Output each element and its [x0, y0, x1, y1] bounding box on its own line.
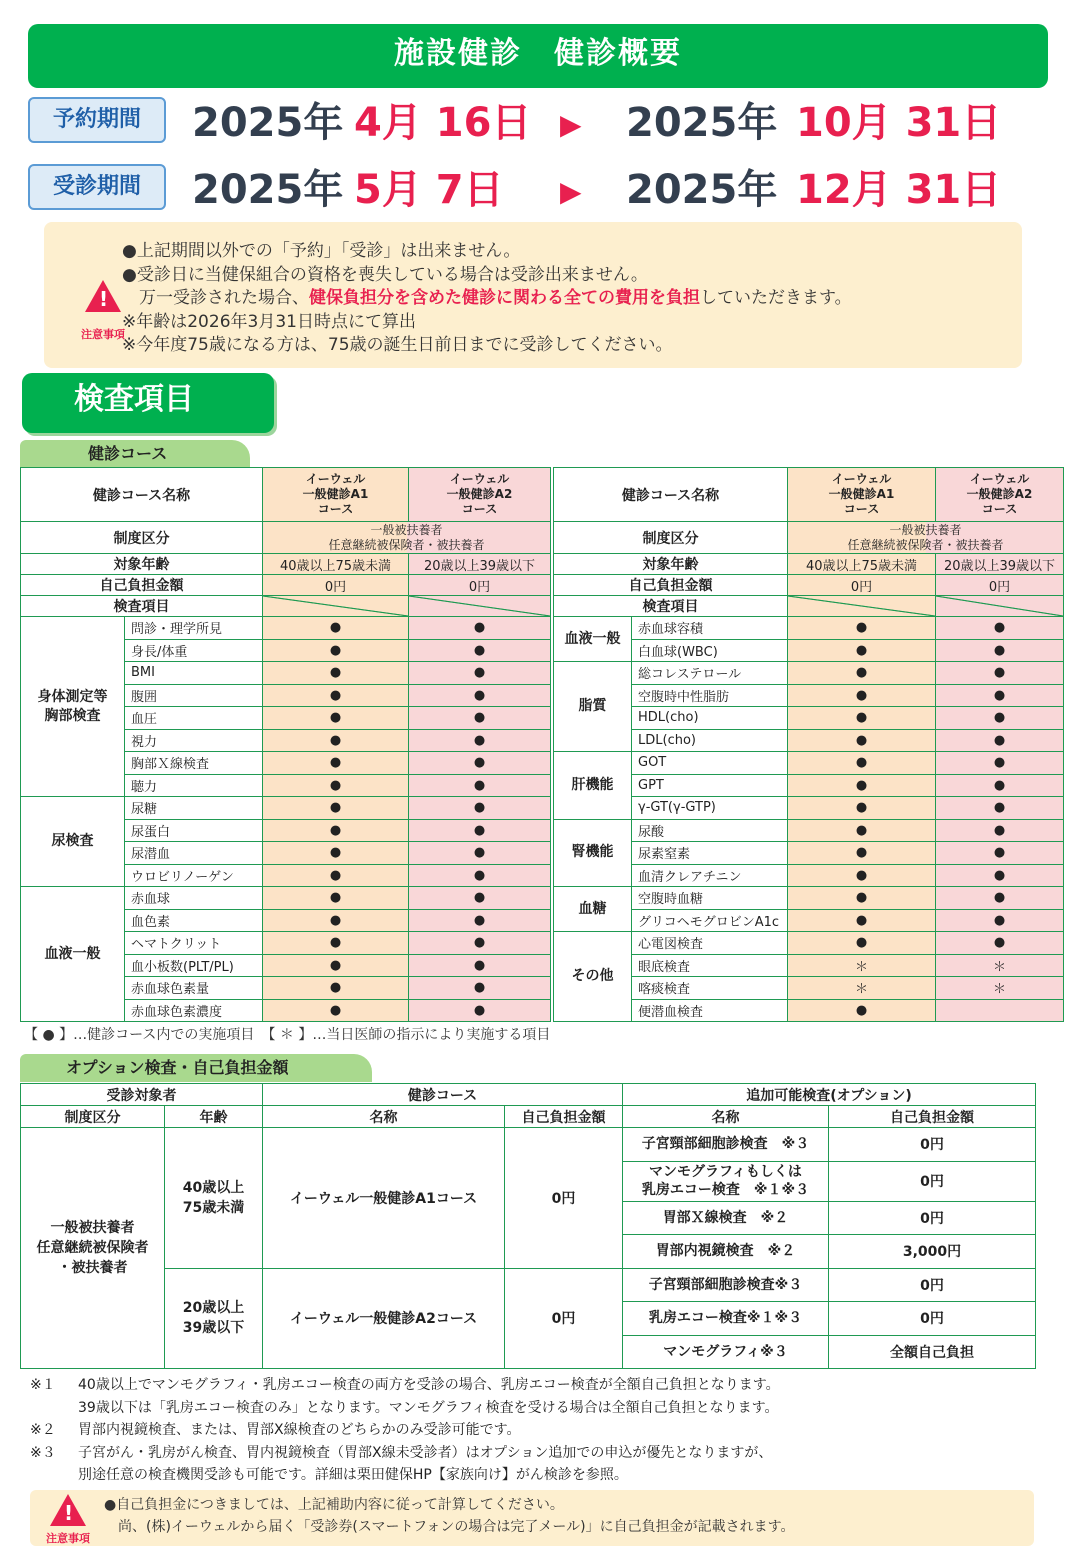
mark-a2: ● [936, 662, 1064, 685]
item-name: HDL(cho) [632, 707, 788, 730]
course-fee: 0円 [505, 1128, 623, 1269]
footnotes [30, 1374, 780, 1487]
mark-a2: ● [409, 909, 551, 932]
mark-a2: ● [936, 684, 1064, 707]
item-name: 尿蛋白 [125, 819, 263, 842]
category-cell: 脂質 [554, 662, 632, 752]
mark-a1: ● [788, 932, 936, 955]
category-cell: その他 [554, 932, 632, 1022]
mark-a2: ● [936, 887, 1064, 910]
table-row [21, 887, 551, 910]
item-name: BMI [125, 662, 263, 685]
mark-a2: ● [409, 819, 551, 842]
table-cell: 0円 [263, 575, 409, 596]
section-title: 検査項目 [22, 373, 274, 433]
item-name: 眼底検査 [632, 954, 788, 977]
item-name: グリコヘモグロビンA1c [632, 909, 788, 932]
mark-a1: ● [263, 684, 409, 707]
item-name: 血小板数(PLT/PL) [125, 954, 263, 977]
footnote-line: ※１ 40歳以上でマンモグラフィ・乳房エコー検査の両方を受診の場合、乳房エコー検査が全額自己負担となります。 [30, 1377, 780, 1393]
mark-a1: ● [788, 639, 936, 662]
item-name: 尿酸 [632, 819, 788, 842]
course-name: イーウェル一般健診A2コース [263, 1268, 505, 1369]
mark-a1: ● [263, 617, 409, 640]
notice-line: ※年齢は2026年3月31日時点にて算出 [122, 311, 416, 332]
mark-a1: ● [788, 684, 936, 707]
mark-a1: ● [263, 954, 409, 977]
warning-icon: ! 注意事項 [36, 1494, 100, 1546]
table-cell: 対象年齢 [554, 554, 788, 575]
notice-line: 万一受診された場合、健保負担分を含めた健診に関わる全ての費用を負担していただきます。 [122, 288, 852, 308]
item-name: ウロビリノーゲン [125, 864, 263, 887]
table-cell: 自己負担金額 [829, 1106, 1036, 1128]
mark-a1: ＊ [788, 977, 936, 1000]
course-table-right [553, 467, 1064, 1022]
mark-a2: ＊ [936, 977, 1064, 1000]
age-cell: 20歳以上 39歳以下 [165, 1268, 263, 1369]
mark-a2: ● [409, 977, 551, 1000]
mark-a2: ● [936, 729, 1064, 752]
table-cell: 名称 [263, 1106, 505, 1128]
mark-a2: ● [409, 617, 551, 640]
option-fee: 0円 [829, 1128, 1036, 1162]
option-tab: オプション検査・自己負担金額 [20, 1054, 372, 1082]
col-header: 健診コース名称 [21, 468, 263, 522]
table-cell: 20歳以上39歳以下 [936, 554, 1064, 575]
item-name: 便潜血検査 [632, 999, 788, 1022]
table-cell: 検査項目 [554, 596, 788, 617]
mark-a1: ● [263, 887, 409, 910]
mark-a2: ● [409, 707, 551, 730]
footnote-line: 別途任意の検査機関受診も可能です。詳細は栗田健保HP【家族向け】がん検診を参照。 [78, 1467, 628, 1483]
notice-line: ●自己負担金につきましては、上記補助内容に従って計算してください。 [104, 1497, 564, 1513]
mark-a2: ● [409, 752, 551, 775]
table-row [554, 752, 1064, 775]
mark-a2: ● [409, 639, 551, 662]
mark-a1: ● [788, 887, 936, 910]
table-cell: 制度区分 [21, 1106, 165, 1128]
table-cell: 一般被扶養者 任意継続被保険者・被扶養者 [788, 522, 1064, 554]
mark-a1: ● [788, 617, 936, 640]
item-name: 赤血球色素量 [125, 977, 263, 1000]
mark-a1: ● [263, 729, 409, 752]
reservation-period: 2025年 4月 16日 ▶ 2025年 10月 31日 [192, 100, 1002, 146]
mark-a1: ● [263, 752, 409, 775]
option-name: マンモグラフィ※３ [623, 1335, 829, 1369]
mark-a1: ● [263, 932, 409, 955]
mark-a1: ● [263, 842, 409, 865]
item-name: 尿素窒素 [632, 842, 788, 865]
mark-a1: ● [788, 662, 936, 685]
table-cell: 追加可能検査(オプション) [623, 1084, 1036, 1106]
mark-a1: ● [788, 842, 936, 865]
category-cell: 身体測定等 胸部検査 [21, 617, 125, 797]
option-name: 子宮頸部細胞診検査 ※３ [623, 1128, 829, 1162]
age-cell: 40歳以上 75歳未満 [165, 1128, 263, 1269]
table-row [21, 468, 551, 522]
item-name: 聴力 [125, 774, 263, 797]
item-name: 視力 [125, 729, 263, 752]
table-row [554, 662, 1064, 685]
item-name: 白血球(WBC) [632, 639, 788, 662]
category-cell: 尿検査 [21, 797, 125, 887]
option-fee: 0円 [829, 1302, 1036, 1336]
mark-a2: ● [409, 999, 551, 1022]
table-cell [788, 596, 936, 617]
mark-a1: ● [788, 819, 936, 842]
item-name: GOT [632, 752, 788, 775]
item-name: 赤血球色素濃度 [125, 999, 263, 1022]
item-name: 血清クレアチニン [632, 864, 788, 887]
mark-a2: ● [409, 684, 551, 707]
mark-a2: ● [409, 729, 551, 752]
mark-a1: ● [788, 999, 936, 1022]
reservation-period-tag: 予約期間 [28, 97, 166, 143]
footnote-line: ※３ 子宮がん・乳房がん検査、胃内視鏡検査（胃部X線未受診者）はオプション追加での申込が優先となりますが、 [30, 1444, 773, 1461]
item-name: GPT [632, 774, 788, 797]
item-name: 尿糖 [125, 797, 263, 820]
legend: 【 ● 】…健診コース内での実施項目 【 ＊ 】…当日医師の指示により実施する項目 [24, 1027, 551, 1043]
mark-a2: ● [936, 774, 1064, 797]
category-cell: 腎機能 [554, 819, 632, 887]
mark-a2: ● [936, 909, 1064, 932]
mark-a2: ● [936, 932, 1064, 955]
mark-a2: ● [409, 842, 551, 865]
item-name: LDL(cho) [632, 729, 788, 752]
item-name: γ-GT(γ-GTP) [632, 797, 788, 820]
footnote-line: ※２ 胃部内視鏡検査、または、胃部X線検査のどちらかのみ受診可能です。 [30, 1422, 521, 1438]
mark-a1: ● [788, 774, 936, 797]
mark-a1: ● [788, 729, 936, 752]
mark-a2: ● [936, 707, 1064, 730]
table-cell: 名称 [623, 1106, 829, 1128]
option-name: マンモグラフィもしくは 乳房エコー検査 ※１※３ [623, 1161, 829, 1201]
mark-a1: ● [788, 797, 936, 820]
category-cell: 血糖 [554, 887, 632, 932]
table-cell: 0円 [936, 575, 1064, 596]
mark-a2: ● [936, 842, 1064, 865]
table-cell [263, 596, 409, 617]
page-title: 施設健診 健診概要 [28, 24, 1048, 88]
table-row [554, 819, 1064, 842]
table-cell [409, 596, 551, 617]
mark-a1: ● [788, 707, 936, 730]
mark-a2: ● [936, 864, 1064, 887]
mark-a2: ＊ [936, 954, 1064, 977]
table-cell: 対象年齢 [21, 554, 263, 575]
mark-a1: ● [788, 864, 936, 887]
notice-box-bottom [30, 1490, 1034, 1546]
notice-box [44, 222, 1022, 368]
table-row [21, 1268, 1036, 1302]
course-name: イーウェル一般健診A1コース [263, 1128, 505, 1269]
option-name: 子宮頸部細胞診検査※３ [623, 1268, 829, 1302]
item-name: 総コレステロール [632, 662, 788, 685]
table-row [554, 617, 1064, 640]
category-cell: 肝機能 [554, 752, 632, 820]
mark-a2: ● [409, 887, 551, 910]
mark-a1: ● [263, 662, 409, 685]
option-name: 胃部内視鏡検査 ※２ [623, 1235, 829, 1269]
mark-a1: ● [263, 639, 409, 662]
footnote-line: 39歳以下は「乳房エコー検査のみ」となります。マンモグラフィ検査を受ける場合は全額自己負担となります。 [78, 1399, 779, 1416]
table-cell: 年齢 [165, 1106, 263, 1128]
col-header: 健診コース名称 [554, 468, 788, 522]
mark-a2: ● [409, 662, 551, 685]
table-cell: 検査項目 [21, 596, 263, 617]
warning-icon: ! 注意事項 [64, 280, 142, 342]
mark-a2: ● [936, 797, 1064, 820]
item-name: 身長/体重 [125, 639, 263, 662]
table-cell: 健診コース [263, 1084, 623, 1106]
option-fee: 0円 [829, 1201, 1036, 1235]
table-row [554, 468, 1064, 522]
mark-a1: ● [263, 909, 409, 932]
table-row [21, 797, 551, 820]
mark-a2 [936, 999, 1064, 1022]
mark-a2: ● [409, 864, 551, 887]
table-cell [936, 596, 1064, 617]
mark-a1: ● [263, 774, 409, 797]
col-header-a1: イーウェル 一般健診A1 コース [263, 468, 409, 522]
item-name: 腹囲 [125, 684, 263, 707]
table-cell: 40歳以上75歳未満 [263, 554, 409, 575]
item-name: 空腹時中性脂肪 [632, 684, 788, 707]
option-name: 乳房エコー検査※１※３ [623, 1302, 829, 1336]
table-cell: 制度区分 [21, 522, 263, 554]
option-fee: 3,000円 [829, 1235, 1036, 1269]
notice-line: 尚、(株)イーウェルから届く「受診券(スマートフォンの場合は完了メール)」に自己負担金が記載されます。 [104, 1519, 795, 1535]
table-cell: 一般被扶養者 任意継続被保険者・被扶養者 [263, 522, 551, 554]
table-row [21, 617, 551, 640]
table-cell: 40歳以上75歳未満 [788, 554, 936, 575]
table-cell: 20歳以上39歳以下 [409, 554, 551, 575]
mark-a2: ● [936, 639, 1064, 662]
table-cell: 自己負担金額 [21, 575, 263, 596]
table-row [21, 1128, 1036, 1162]
notice-line: ※今年度75歳になる方は、75歳の誕生日前日までに受診してください。 [122, 335, 673, 355]
option-fee: 0円 [829, 1268, 1036, 1302]
option-name: 胃部Ｘ線検査 ※２ [623, 1201, 829, 1235]
mark-a1: ● [263, 977, 409, 1000]
table-cell: 制度区分 [554, 522, 788, 554]
mark-a1: ● [263, 864, 409, 887]
item-name: 胸部Ｘ線検査 [125, 752, 263, 775]
course-fee: 0円 [505, 1268, 623, 1369]
mark-a1: ● [263, 819, 409, 842]
mark-a2: ● [936, 752, 1064, 775]
mark-a2: ● [936, 617, 1064, 640]
mark-a2: ● [409, 774, 551, 797]
mark-a1: ● [263, 797, 409, 820]
table-cell: 受診対象者 [21, 1084, 263, 1106]
exam-period-tag: 受診期間 [28, 164, 166, 210]
exam-period: 2025年 5月 7日 ▶ 2025年 12月 31日 [192, 167, 1002, 213]
mark-a1: ● [263, 707, 409, 730]
item-name: 血色素 [125, 909, 263, 932]
mark-a1: ● [788, 909, 936, 932]
item-name: 血圧 [125, 707, 263, 730]
option-table [20, 1083, 1036, 1369]
item-name: 尿潜血 [125, 842, 263, 865]
item-name: 問診・理学所見 [125, 617, 263, 640]
seido-cell: 一般被扶養者 任意継続被保険者 ・被扶養者 [21, 1128, 165, 1369]
table-cell: 自己負担金額 [505, 1106, 623, 1128]
mark-a2: ● [409, 932, 551, 955]
notice-line: ●受診日に当健保組合の資格を喪失している場合は受診出来ません。 [122, 264, 648, 285]
col-header-a2: イーウェル 一般健診A2 コース [409, 468, 551, 522]
item-name: 赤血球容積 [632, 617, 788, 640]
option-fee: 0円 [829, 1161, 1036, 1201]
mark-a1: ● [788, 752, 936, 775]
col-header-a2: イーウェル 一般健診A2 コース [936, 468, 1064, 522]
category-cell: 血液一般 [554, 617, 632, 662]
col-header-a1: イーウェル 一般健診A1 コース [788, 468, 936, 522]
category-cell: 血液一般 [21, 887, 125, 1022]
item-name: 心電図検査 [632, 932, 788, 955]
mark-a1: ● [263, 999, 409, 1022]
item-name: 赤血球 [125, 887, 263, 910]
item-name: 空腹時血糖 [632, 887, 788, 910]
mark-a2: ● [409, 954, 551, 977]
course-table-left [20, 467, 551, 1022]
item-name: ヘマトクリット [125, 932, 263, 955]
mark-a1: ＊ [788, 954, 936, 977]
table-cell: 0円 [409, 575, 551, 596]
table-row [554, 887, 1064, 910]
mark-a2: ● [936, 819, 1064, 842]
option-fee: 全額自己負担 [829, 1335, 1036, 1369]
item-name: 喀痰検査 [632, 977, 788, 1000]
table-cell: 自己負担金額 [554, 575, 788, 596]
table-cell: 0円 [788, 575, 936, 596]
table-row [554, 932, 1064, 955]
notice-line: ●上記期間以外での「予約」「受診」は出来ません。 [122, 241, 521, 261]
mark-a2: ● [409, 797, 551, 820]
course-tab: 健診コース [20, 440, 250, 468]
